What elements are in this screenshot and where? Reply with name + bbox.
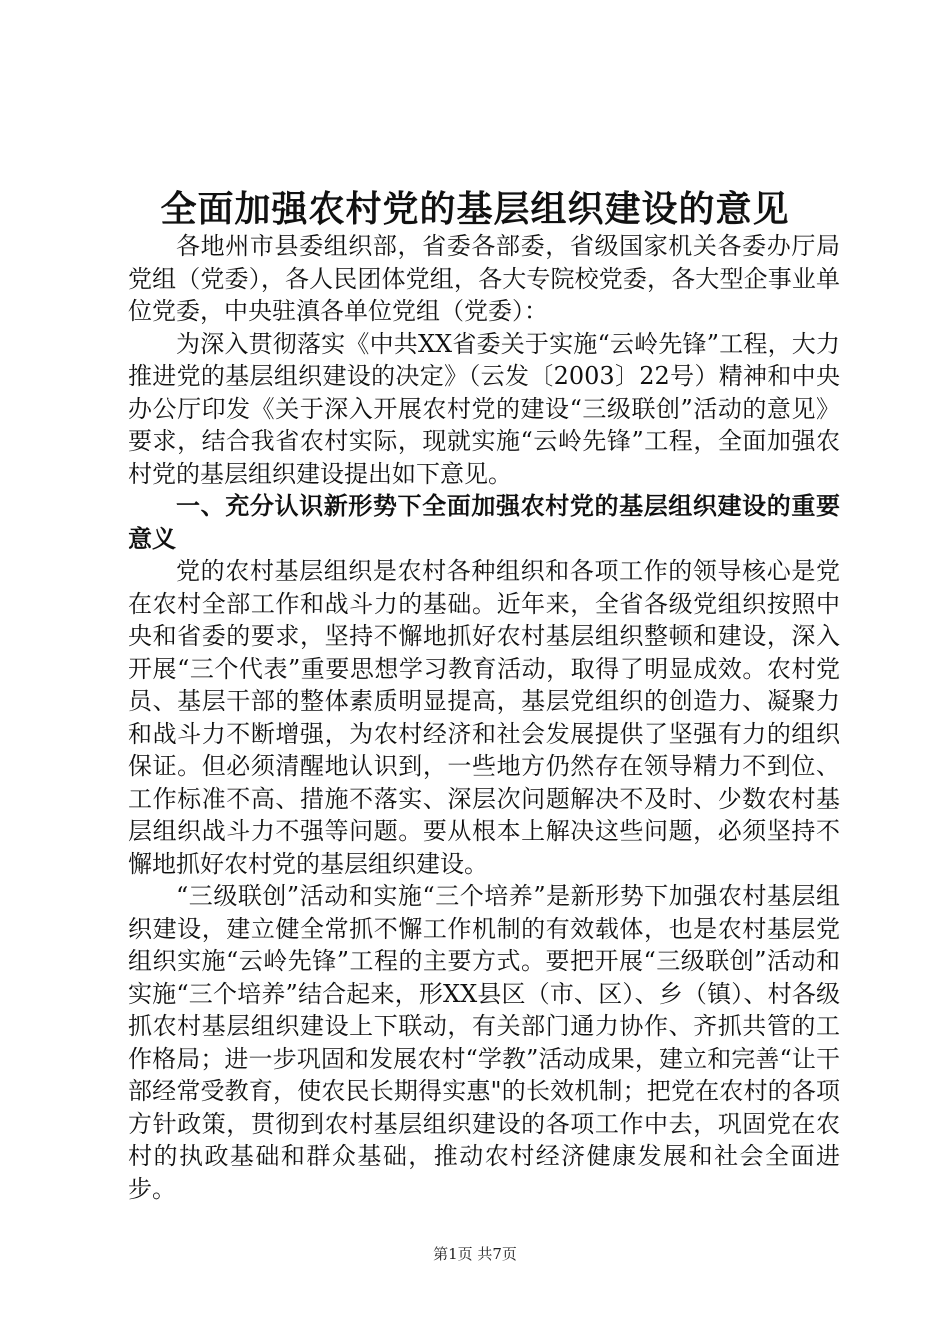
document-title: 全面加强农村党的基层组织建设的意见 [160,188,790,230]
salutation-paragraph: 各地州市县委组织部，省委各部委，省级国家机关各委办厅局党组（党委），各人民团体党组，各大专院校党委，各大型企事业单位党委，中央驻滇各单位党组（党委）： [128,232,840,325]
intro-paragraph: 为深入贯彻落实《中共XX省委关于实施“云岭先锋”工程，大力推进党的基层组织建设的决定》（云发〔2003〕22号）精神和中央办公厅印发《关于深入开展农村党的建设“三级联创”活动的意见》要求，结合我省农村实际，现就实施“云岭先锋”工程，全面加强农村党的基层组织建设提出如下意见。 [128,329,840,488]
body-paragraph: “三级联创”活动和实施“三个培养”是新形势下加强农村基层组织建设，建立健全常抓不懈工作机制的有效载体，也是农村基层党组织实施“云岭先锋”工程的主要方式。要把开展“三级联创”活动和实施“三个培养”结合起来，形XX县区（市、区）、乡（镇）、村各级抓农村基层组织建设上下联动，有关部门通力协作、齐抓共管的工作格局；进一步巩固和发展农村“学教”活动成果，建立和完善“让干部经常受教育，使农民长期得实惠"的长效机制；把党在农村的各项方针政策，贯彻到农村基层组织建设的各项工作中去，巩固党在农村的执政基础和群众基础，推动农村经济健康发展和社会全面进步。 [128,882,840,1203]
page-number-footer: 第1页 共7页 [433,1245,517,1263]
section-heading: 一、充分认识新形势下全面加强农村党的基层组织建设的重要意义 [128,491,840,553]
document-body [128,230,840,1205]
body-paragraph: 党的农村基层组织是农村各种组织和各项工作的领导核心是党在农村全部工作和战斗力的基础。近年来，全省各级党组织按照中央和省委的要求，坚持不懈地抓好农村基层组织整顿和建设，深入开展“三个代表”重要思想学习教育活动，取得了明显成效。农村党员、基层干部的整体素质明显提高，基层党组织的创造力、凝聚力和战斗力不断增强，为农村经济和社会发展提供了坚强有力的组织保证。但必须清醒地认识到，一些地方仍然存在领导精力不到位、工作标准不高、措施不落实、深层次问题解决不及时、少数农村基层组织战斗力不强等问题。要从根本上解决这些问题，必须坚持不懈地抓好农村党的基层组织建设。 [128,557,840,878]
